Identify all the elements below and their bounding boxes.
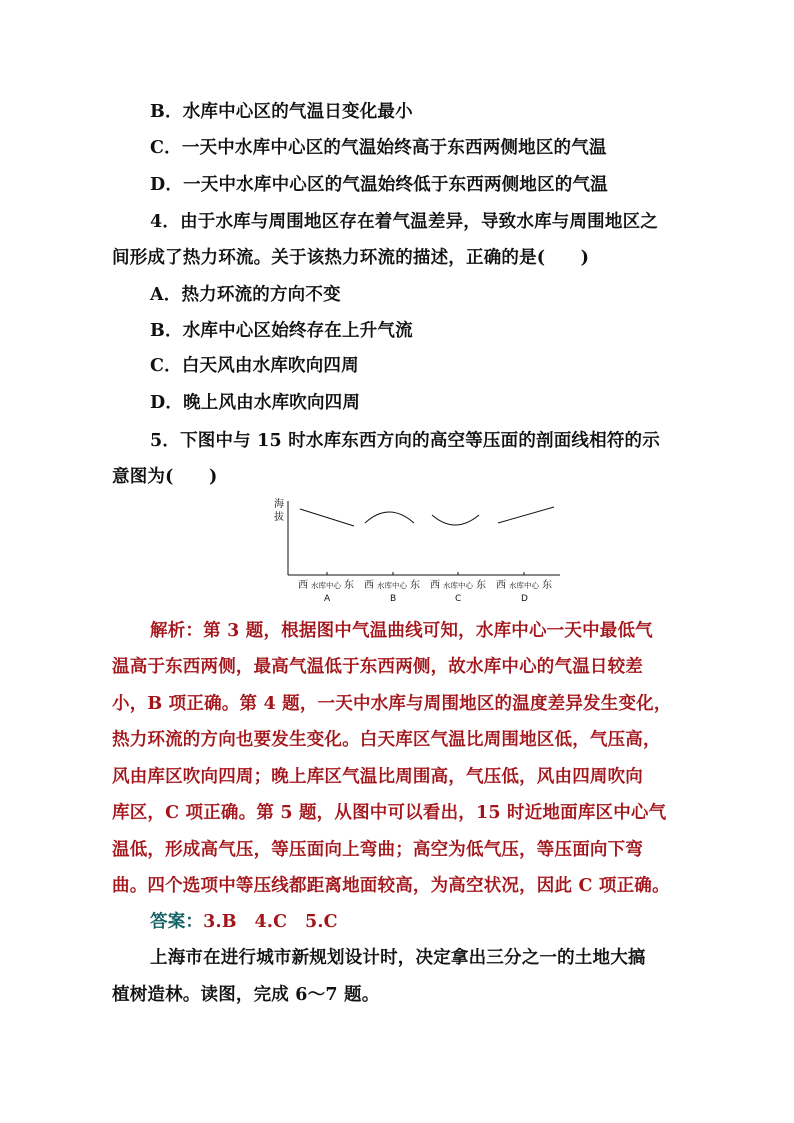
- q4-option-b: B．水库中心区始终存在上升气流: [150, 321, 413, 341]
- panel-b-east: 东: [410, 580, 420, 591]
- panel-d-center: 水库中心: [509, 581, 539, 590]
- analysis-line1: [150, 617, 653, 642]
- next-passage-line2: 植树造林。读图，完成 6～7 题。: [112, 985, 380, 1005]
- q3-option-d: D．一天中水库中心区的气温始终低于东西两侧地区的气温: [150, 175, 608, 195]
- analysis-line2: 温高于东西两侧，最高气温低于东西两侧，故水库中心的气温日较差: [112, 657, 643, 677]
- panel-a-label: A: [324, 594, 331, 604]
- q3-option-c: C．一天中水库中心区的气温始终高于东西两侧地区的气温: [150, 138, 607, 158]
- panel-b-label: B: [390, 594, 397, 604]
- panel-c-center: 水库中心: [443, 581, 473, 590]
- panel-a-west: 西: [298, 580, 308, 591]
- analysis-label: 解析：: [150, 621, 204, 641]
- q5-stem-line1: 5．下图中与 15 时水库东西方向的高空等压面的剖面线相符的示: [150, 431, 660, 451]
- analysis-line3: 小，B 项正确。第 4 题，一天中水库与周围地区的温度差异发生变化，: [112, 694, 672, 714]
- analysis-line1-text: 第 3 题，根据图中气温曲线可知，水库中心一天中最低气: [203, 621, 653, 641]
- panel-b-center: 水库中心: [377, 581, 407, 590]
- analysis-line7: 温低，形成高气压，等压面向上弯曲；高空为低气压，等压面向下弯: [112, 840, 643, 860]
- analysis-line5: 风由库区吹向四周；晚上库区气温比周围高，气压低，风由四周吹向: [112, 767, 643, 787]
- analysis-line8: 曲。四个选项中等压线都距离地面较高，为高空状况，因此 C 项正确。: [112, 876, 670, 896]
- q4-stem-line1: 4．由于水库与周围地区存在着气温差异，导致水库与周围地区之: [150, 212, 658, 232]
- panel-a-east: 东: [344, 580, 354, 591]
- isobar-profile-diagram: [270, 493, 570, 608]
- isobar-line-d: [498, 507, 554, 523]
- y-axis-label-1: 海: [274, 499, 284, 510]
- panel-d-east: 东: [542, 580, 552, 591]
- panel-c-east: 东: [476, 580, 486, 591]
- panel-d-west: 西: [496, 580, 506, 591]
- q4-option-a: A．热力环流的方向不变: [150, 285, 341, 305]
- panel-a-center: 水库中心: [311, 581, 341, 590]
- answer-label: 答案：: [150, 912, 204, 932]
- next-passage-line1: 上海市在进行城市新规划设计时，决定拿出三分之一的土地大搞: [150, 948, 646, 968]
- analysis-line4: 热力环流的方向也要发生变化。白天库区气温比周围地区低，气压高，: [112, 730, 661, 750]
- analysis-line6: 库区，C 项正确。第 5 题，从图中可以看出，15 时近地面库区中心气: [112, 803, 667, 823]
- isobar-line-c: [432, 515, 479, 525]
- answer-value: 3.B 4.C 5.C: [203, 912, 338, 932]
- answer-line: [150, 908, 338, 933]
- q4-option-d: D．晚上风由水库吹向四周: [150, 393, 361, 413]
- panel-d-label: D: [521, 594, 528, 604]
- q5-stem-line2: 意图为( ): [112, 467, 218, 487]
- panel-c-label: C: [455, 594, 462, 604]
- q4-option-c: C．白天风由水库吹向四周: [150, 356, 359, 376]
- y-axis-label-2: 拔: [274, 512, 284, 523]
- isobar-line-a: [300, 509, 354, 526]
- panel-b-west: 西: [364, 580, 374, 591]
- q4-stem-line2: 间形成了热力环流。关于该热力环流的描述，正确的是( ): [112, 248, 590, 268]
- q3-option-b: B．水库中心区的气温日变化最小: [150, 102, 413, 122]
- isobar-line-b: [365, 512, 414, 523]
- panel-c-west: 西: [430, 580, 440, 591]
